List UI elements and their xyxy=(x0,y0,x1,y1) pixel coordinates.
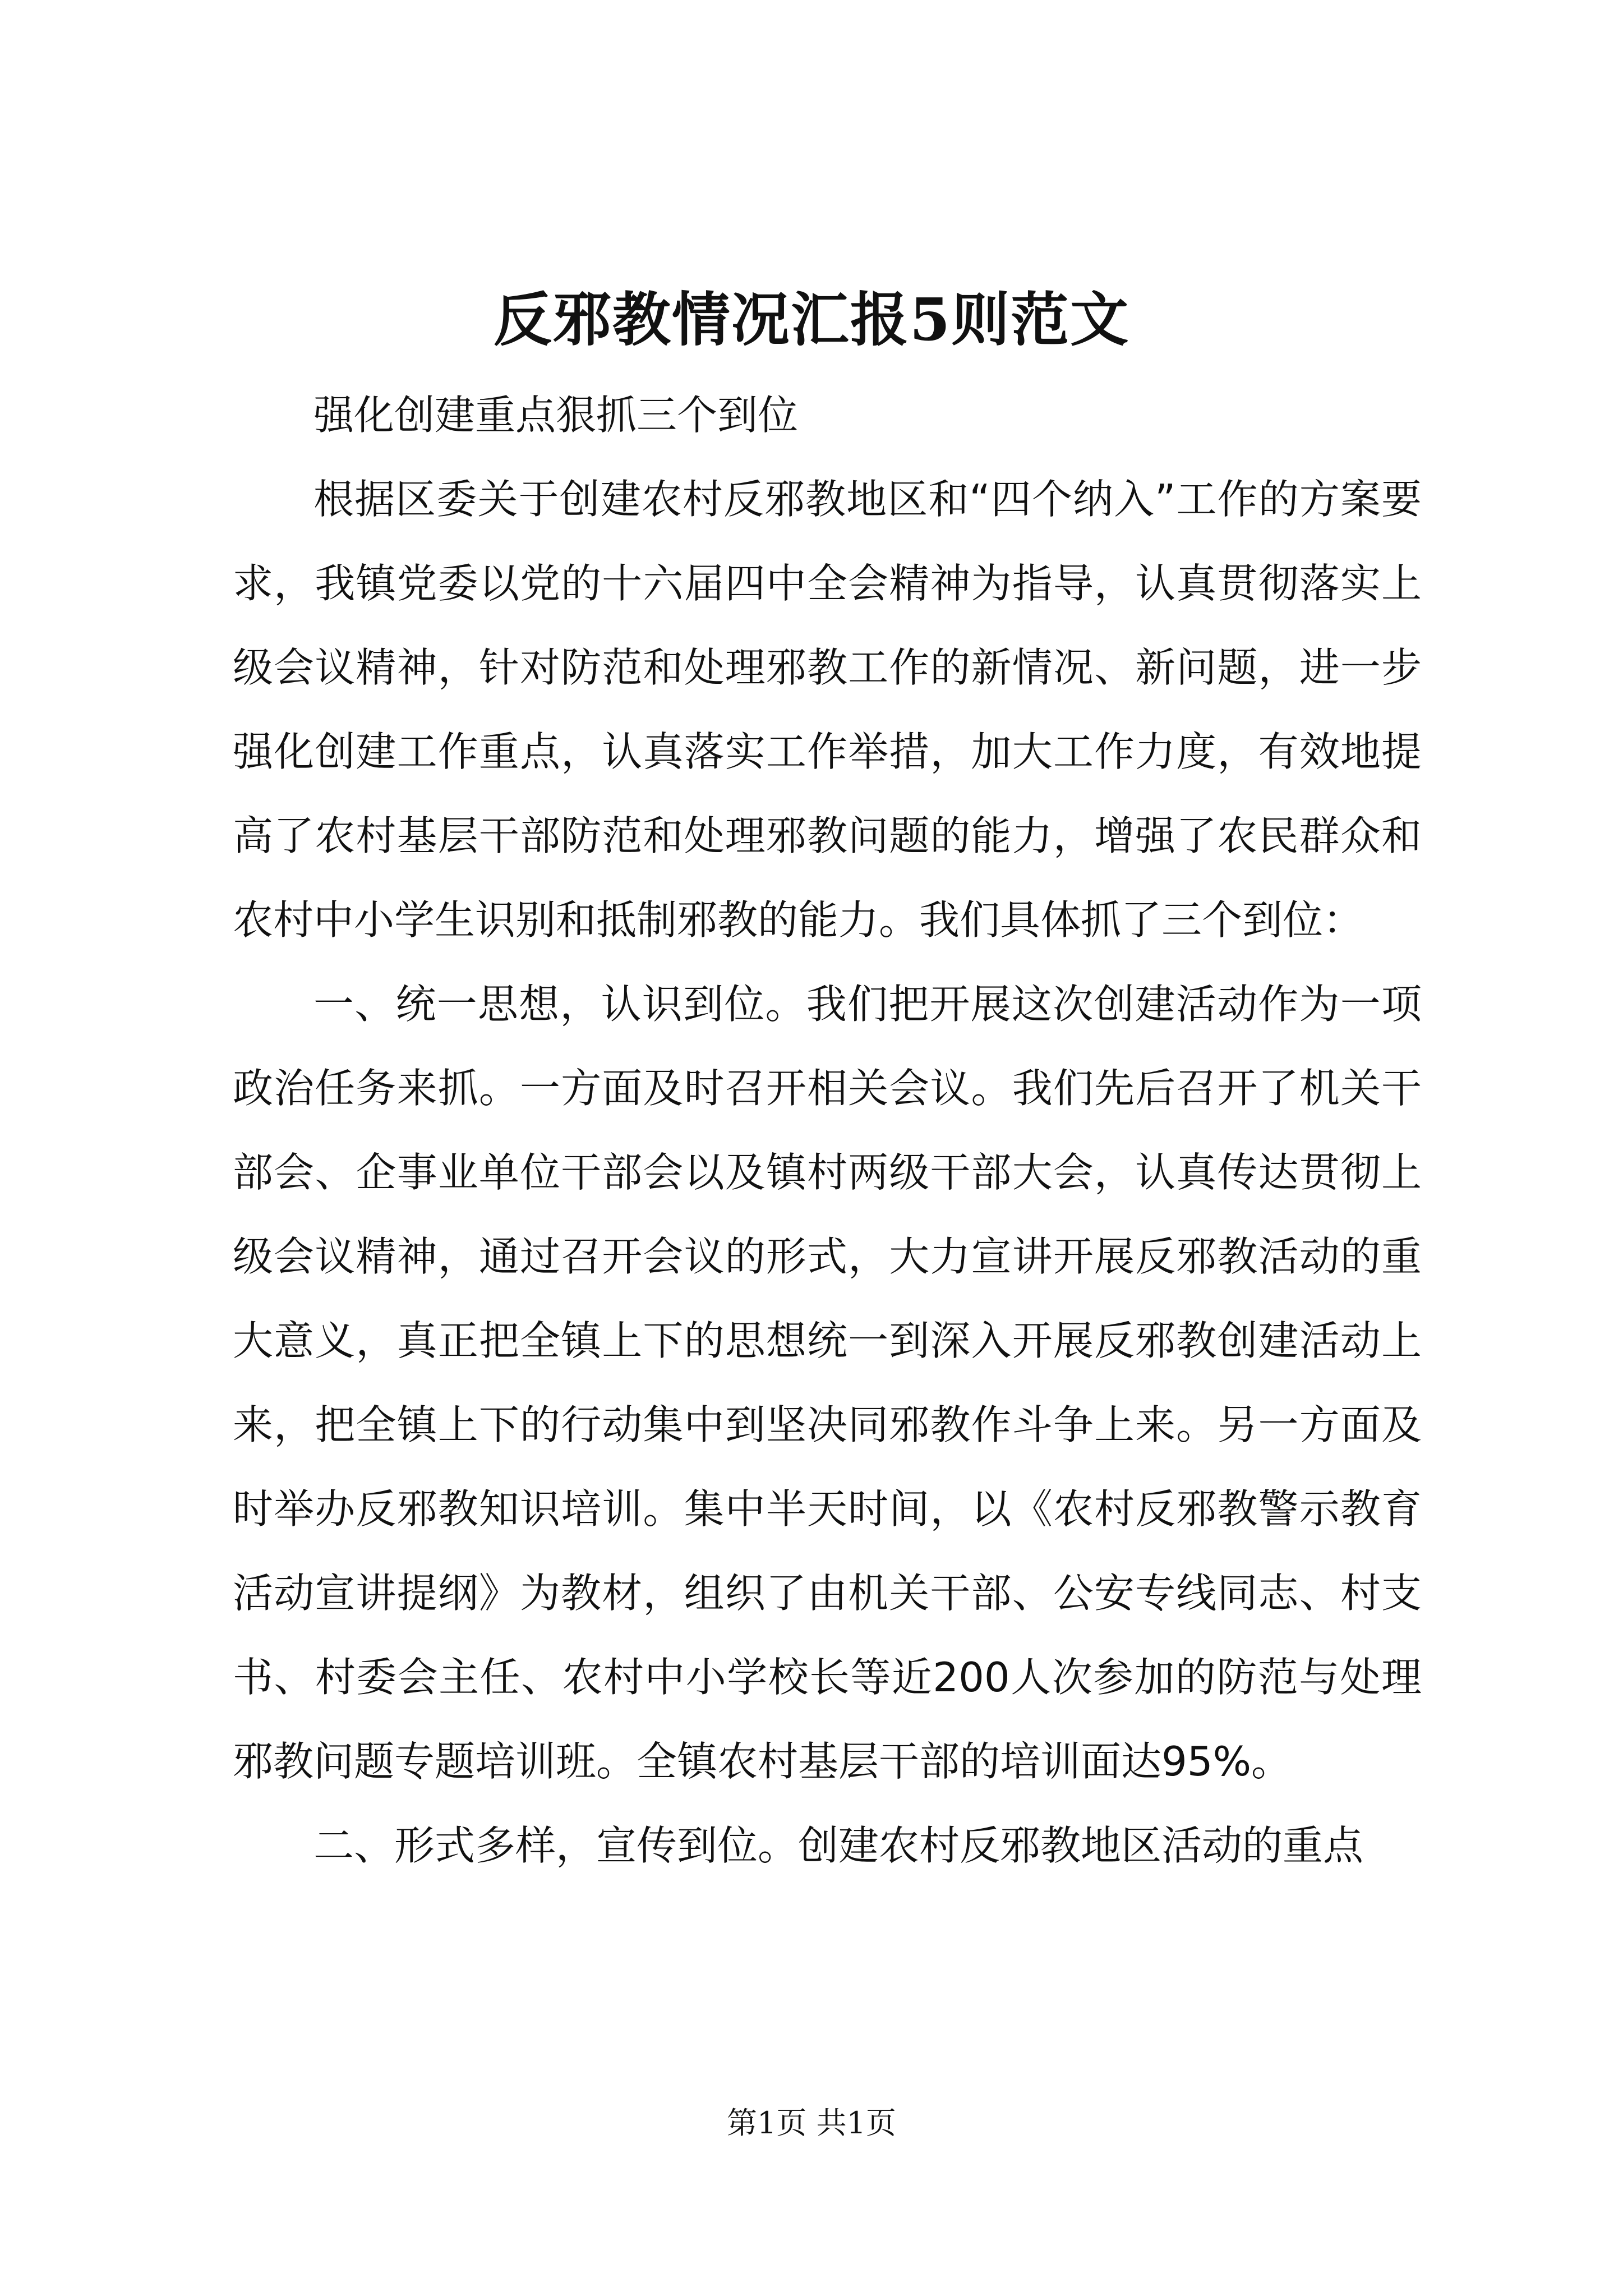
document-body xyxy=(233,373,1422,1888)
page-footer: 第1页 共1页 xyxy=(727,2105,896,2141)
document-title: 反邪教情况汇报5则范文 xyxy=(493,285,1130,354)
paragraph-intro: 根据区委关于创建农村反邪教地区和“四个纳入”工作的方案要求，我镇党委以党的十六届四中全会精神为指导，认真贯彻落实上级会议精神，针对防范和处理邪教工作的新情况、新问题，进一步强化创建工作重点，认真落实工作举措，加大工作力度，有效地提高了农村基层干部防范和处理邪教问题的能力，增强了农民群众和农村中小学生识别和抵制邪教的能力。我们具体抓了三个到位： xyxy=(233,476,1422,944)
paragraph-section-one: 一、统一思想，认识到位。我们把开展这次创建活动作为一项政治任务来抓。一方面及时召开相关会议。我们先后召开了机关干部会、企事业单位干部会以及镇村两级干部大会，认真传达贯彻上级会议精神，通过召开会议的形式，大力宣讲开展反邪教活动的重大意义，真正把全镇上下的思想统一到深入开展反邪教创建活动上来，把全镇上下的行动集中到坚决同邪教作斗争上来。另一方面及时举办反邪教知识培训。集中半天时间，以《农村反邪教警示教育活动宣讲提纲》为教材，组织了由机关干部、公安专线同志、村支书、村委会主任、农村中小学校长等近200人次参加的防范与处理邪教问题专题培训班。全镇农村基层干部的培训面达95%。 xyxy=(233,981,1422,1785)
paragraph-subtitle: 强化创建重点狠抓三个到位 xyxy=(313,392,799,439)
paragraph-section-two: 二、形式多样，宣传到位。创建农村反邪教地区活动的重点 xyxy=(313,1822,1364,1869)
